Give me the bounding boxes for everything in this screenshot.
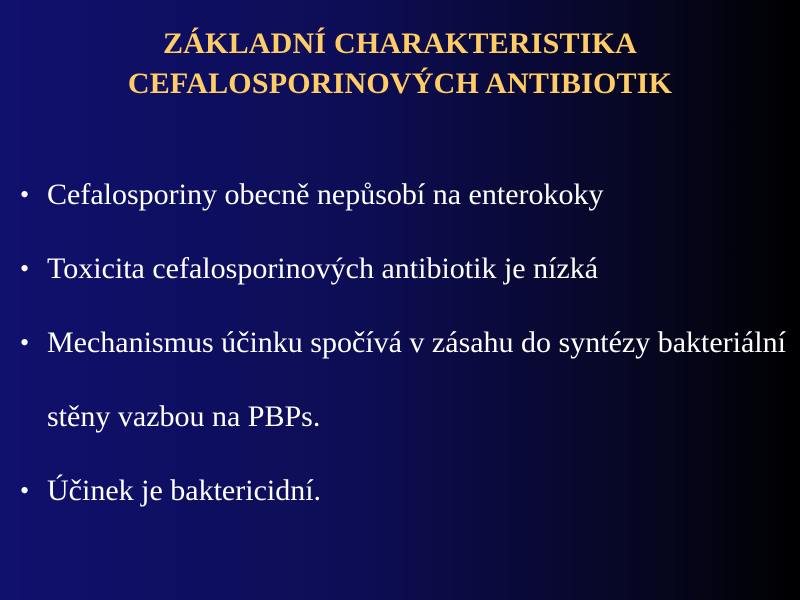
- bullet-dot-icon: •: [20, 476, 30, 505]
- bullet-item: [20, 158, 790, 232]
- bullet-dot-icon: •: [20, 180, 30, 209]
- bullet-dot-icon: •: [20, 328, 30, 357]
- slide-title-line-2: CEFALOSPORINOVÝCH ANTIBIOTIK: [127, 67, 673, 100]
- bullet-item: [20, 232, 790, 306]
- bullet-text: Účinek je baktericidní.: [47, 474, 322, 507]
- slide-title: [0, 24, 800, 104]
- bullet-text: Mechanismus účinku spočívá v zásahu do syntézy bakteriální stěny vazbou na PBPs.: [47, 326, 786, 433]
- bullet-text: Toxicita cefalosporinových antibiotik je nízká: [47, 252, 599, 285]
- bullet-list: [20, 158, 790, 528]
- bullet-item: [20, 454, 790, 528]
- bullet-item: [20, 306, 790, 454]
- bullet-text: Cefalosporiny obecně nepůsobí na enterokoky: [47, 178, 604, 211]
- bullet-dot-icon: •: [20, 254, 30, 283]
- slide-title-line-1: ZÁKLADNÍ CHARAKTERISTIKA: [162, 27, 638, 60]
